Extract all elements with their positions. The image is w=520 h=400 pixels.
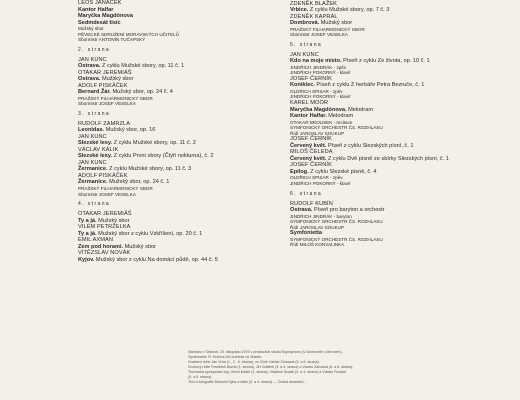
track-block (78, 197, 283, 263)
work-description: Mužský sbor z cyklu Na domácí půdě, op. 44 č. 5 (94, 256, 218, 263)
performer-credit: JINDŘICH POKORNÝ - klavír (290, 180, 351, 186)
work-title: Slezské lesy. (78, 153, 113, 160)
work-description: Z cyklu Mužské sbory, op. 7 č. 3 (308, 7, 390, 13)
work-title: Kdo na moje místo. (290, 58, 342, 65)
performer-credit: JINDŘICH POKORNÝ - klavír (290, 94, 351, 100)
performer-credit: Řídí JAROSLAV SOUKUP (290, 224, 345, 230)
composer-name: JAN KUNC (78, 56, 107, 63)
work-title: Maryčka Magdónova (78, 13, 134, 19)
work-title: Epilog. (290, 168, 309, 175)
work-title: Slezské lesy. (78, 140, 113, 147)
footer-line: Nahráno v Ostravě, 20. listopadu 1975 v prostorách studia Supraphonu (v Domovině v Mírovém). (188, 350, 343, 354)
performer-credit: Řídí MILOŠ KONVALINKA (290, 242, 345, 248)
track-block (78, 107, 283, 197)
performer-credit: JINDŘICH POKORNÝ - klavír (290, 70, 351, 76)
performer-credit: SYMFONICKÝ ORCHESTR ČS. ROZHLASU (290, 236, 383, 242)
work-description: Píseň z cyklu Slezských písní, č. 1 (326, 142, 414, 149)
composer-name: RUDOLF ZAMRZLA (78, 120, 131, 127)
work-title: Ostrava. (78, 63, 101, 70)
work-description: Melodram (326, 113, 354, 120)
track-block (78, 0, 283, 43)
composer-name: JAN KUNC (78, 159, 107, 166)
composer-name: ZDENĚK KAPRÁL (290, 13, 338, 20)
performer-credit: JINDŘICH JINDRÁK - zpěv (290, 64, 347, 70)
track-block (290, 0, 495, 38)
performer-credit: Mužský sbor (78, 26, 104, 31)
work-description: Mužský sbor (123, 243, 157, 250)
footer-credits (188, 350, 408, 385)
work-description: Píseň pro baryton a orchestr (312, 207, 385, 214)
work-description: Mužský sbor z cyklu Vzkříšení, op. 20 č. 1 (96, 230, 203, 237)
composer-name: JOSEF ČERNÍK (290, 75, 332, 82)
side-heading: 6. strana (290, 190, 323, 197)
work-description: Píseň z cyklu Z herbáře Petra Bezruče, č. 1 (314, 82, 425, 89)
right-column (290, 0, 495, 248)
work-title: Vrbice. (290, 7, 309, 13)
work-description: Mužský sbor, op. 24 č. 4 (110, 89, 173, 96)
performer-credit: OLDŘICH SPISAR - zpěv (290, 175, 343, 181)
performer-credit: Sbormistr ANTONÍN TUČAPSKÝ (78, 37, 146, 43)
performer-credit: OLDŘICH SPISAR - zpěv (290, 88, 343, 94)
composer-name: OTAKAR JEREMIÁŠ (78, 69, 132, 76)
work-title: Ostrava. (290, 207, 313, 214)
composer-name: EMIL AXMAN (78, 237, 113, 244)
performer-credit: Řídí JAROSLAV SOUKUP (290, 130, 345, 136)
footer-line: Technická spolupráce Ing. Ulrich Kadeř (1. strana), Vladimír Novák (3. a 4. strana) a Václav Roubal (188, 370, 346, 374)
composer-name: JAN KUNC (78, 133, 107, 140)
composer-name: JOSEF ČERNÍK (290, 136, 332, 143)
work-line (78, 257, 283, 264)
work-description: Mužský sbor, op. 16 (104, 127, 156, 134)
work-description: Z cyklu Mužské sbory, op. 11 č. 2 (112, 140, 196, 147)
composer-name: RUDOLF KUBÍN (290, 200, 333, 207)
work-title: Ty a já. (78, 217, 97, 224)
performer-credit: PRAŽSKÝ FILHARMONICKÝ SBOR (290, 26, 365, 32)
performer-credit: PĚVECKÉ SDRUŽENÍ MORAVSKÝCH UČITELŮ (78, 31, 179, 37)
composer-name: ADOLF PISKÁČEK (78, 172, 128, 179)
composer-name: MILOŠ ČELEDA (290, 149, 333, 156)
footer-line: (5. a 6. strana). (188, 375, 213, 379)
performer-credit: PRAŽSKÝ FILHARMONICKÝ SBOR (78, 185, 153, 191)
work-description: Mužský sbor (319, 20, 353, 26)
footer-line: Text a fotografie Bohumil Zýka a další (2. a 4. strana) — Česká divadelní... (188, 380, 307, 384)
footer-line: Hudební režie Jan Vrba (1., 2., 5. strana), ve Zlíně Václav Zamazal (5. a 6. strana). (188, 360, 320, 364)
track-block (290, 38, 495, 187)
performer-credit: JINDŘICH JINDRÁK - baryton (290, 213, 352, 219)
work-title: Maryčka Magdónova. (290, 106, 347, 113)
work-title: Ostrava. (78, 76, 101, 83)
work-title: Kyjov. (78, 256, 95, 263)
work-title: Žermanice. (78, 179, 108, 186)
performer-credit: OTAKAR BROUSEK - recitace (290, 119, 353, 125)
work-title: Žermanice. (78, 166, 108, 173)
work-description: Mužský sbor (96, 217, 130, 224)
work-title: Leonidas. (78, 127, 105, 134)
work-title: Bernard Žár. (78, 89, 111, 96)
work-description: Mužský sbor (100, 76, 134, 83)
performer-credit: Sbormistr JOSEF VESELKA (78, 101, 136, 107)
composer-name: JAN KUNC (290, 51, 319, 58)
composer-name: VÍTĚZSLAV NOVÁK (78, 250, 131, 257)
work-title: Červený květ. (290, 155, 327, 162)
performer-credit: Sbormistr JOSEF VESELKA (290, 32, 348, 38)
composer-name: OTAKAR JEREMIÁŠ (78, 211, 132, 218)
work-title: Sedmdesát tisíc (78, 19, 121, 26)
performer-credit: SYMFONICKÝ ORCHESTR ČS. ROZHLASU (290, 125, 383, 131)
work-title: Kantor Halfar. (290, 113, 327, 120)
work-description: Z cyklu Mužské sbory, op. 11 č. 1 (100, 63, 185, 70)
work-description: Z cyklu Mužské sbory, op. 11 č. 3 (107, 166, 192, 173)
work-title: Symfonietta (290, 230, 323, 237)
composer-name: VÁCLAV KÁLIK (78, 146, 119, 153)
performer-credit: Sbormistr JOSEF VESELKA (78, 191, 136, 197)
work-title: Koniklec. (290, 82, 315, 89)
work-title: Červený květ. (290, 142, 327, 149)
work-description: Z cyklu První sbory (Čtyři nokturna), č. 2 (112, 153, 214, 160)
footer-line: Zvukový režie František Burda (1. strana), Jiří Gottlieb (3. a 4. strana) a Václav Zamazal (5. a 6. strana). (188, 365, 354, 369)
work-description: Píseň z cyklu Ze života, op. 10 č. 1 (341, 58, 430, 65)
side-heading: 5. strana (290, 41, 323, 48)
work-description: Z cyklu Dvě písně ze sbírky Slezských písní, č. 1 (326, 155, 449, 162)
work-title: Kantor Halfar (78, 6, 114, 13)
composer-name: VILÉM PETRŽELKA (78, 224, 131, 231)
composer-name: ZDENĚK BLAŽEK (290, 0, 337, 7)
side-heading: 4. strana (78, 201, 111, 208)
composer-name: KAREL MOOR (290, 100, 329, 107)
performer-credit: PRAŽSKÝ FILHARMONICKÝ SBOR (78, 95, 153, 101)
work-description: Melodram (346, 106, 374, 113)
track-block (290, 187, 495, 248)
work-description: Z cyklu Slezské písně, č. 4 (308, 168, 377, 175)
work-title: Ty a já. (78, 230, 97, 237)
performer-credit: SYMFONICKÝ ORCHESTR ČS. ROZHLASU (290, 219, 383, 225)
footer-line: Syrafonetta: R. Kubína řídí orchestr ve Zlatém. (188, 355, 263, 359)
left-column (78, 0, 283, 263)
work-title: Zem pod horami. (78, 243, 124, 250)
work-description: Mužský sbor, op. 24 č. 1 (107, 179, 170, 186)
track-block (78, 43, 283, 107)
side-heading: 2. strana (78, 46, 111, 53)
work-title: Dombrová. (290, 20, 320, 26)
side-heading: 3. strana (78, 110, 111, 117)
composer-name: ADOLF PISKÁČEK (78, 82, 128, 89)
composer-name: LEOŠ JANÁČEK (78, 0, 122, 6)
composer-name: JOSEF ČERNÍK (290, 162, 332, 169)
